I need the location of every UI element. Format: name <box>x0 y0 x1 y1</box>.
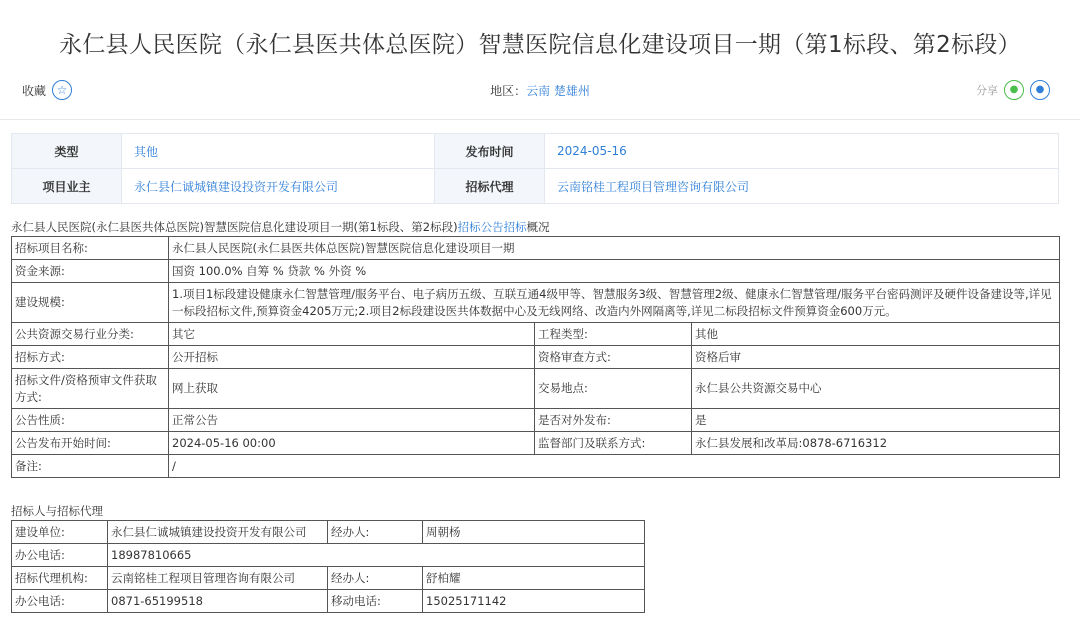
cell-value: 其他 <box>692 323 1060 346</box>
favorite-label: 收藏 <box>22 83 47 98</box>
cell-value: 1.项目1标段建设健康永仁智慧管理/服务平台、电子病历五级、互联互通4级甲等、智慧服务3级、智慧管理2级、健康永仁智慧管理/服务平台密码测评及硬件设备建设等,详见一标段招标文件,预算资金4205万元;2.项目2标段建设医共体数据中心及无线网络、改造内外网隔离等,详见二标段招标文件预算资金600万元。 <box>169 283 1060 323</box>
agency-key-link[interactable]: 招标代理机构: <box>12 567 108 590</box>
cell-value: 18987810665 <box>108 544 645 567</box>
contacts-caption: 招标人与招标代理 <box>11 504 103 518</box>
cell-key: 监督部门及联系方式: <box>535 432 692 455</box>
cell-value: 0871-65199518 <box>108 590 328 613</box>
table-row <box>12 283 1060 323</box>
cell-key: 建设单位: <box>12 521 108 544</box>
overview-table <box>11 236 1060 478</box>
owner-label: 项目业主 <box>12 169 122 204</box>
table-row <box>12 521 645 544</box>
cell-value: / <box>169 455 1060 478</box>
agent-label: 招标代理 <box>435 169 545 204</box>
agent-link[interactable]: 云南铭桂工程项目管理咨询有限公司 <box>545 169 1059 204</box>
table-row <box>12 346 1060 369</box>
cell-value: 周朝杨 <box>423 521 645 544</box>
divider <box>0 119 1080 120</box>
cell-key: 备注: <box>12 455 169 478</box>
cell-key: 经办人: <box>328 567 423 590</box>
cell-key: 公共资源交易行业分类: <box>12 323 169 346</box>
cell-value: 永仁县公共资源交易中心 <box>692 369 1060 409</box>
region-link[interactable]: 云南 楚雄州 <box>526 84 590 98</box>
share-bar <box>976 80 1050 100</box>
table-row <box>12 590 645 613</box>
cell-value: 正常公告 <box>169 409 535 432</box>
overview-caption-link[interactable]: 招标公告招标 <box>457 220 527 234</box>
cell-key: 移动电话: <box>328 590 423 613</box>
cell-key: 招标项目名称: <box>12 237 169 260</box>
table-row <box>12 237 1060 260</box>
cell-value: 其它 <box>169 323 535 346</box>
table-row <box>12 323 1060 346</box>
cell-key: 经办人: <box>328 521 423 544</box>
cell-value: 网上获取 <box>169 369 535 409</box>
builder-link[interactable]: 永仁县仁诚城镇建设投资开发有限公司 <box>108 521 328 544</box>
cell-key: 工程类型: <box>535 323 692 346</box>
cell-key: 建设规模: <box>12 283 169 323</box>
table-row <box>12 455 1060 478</box>
cell-value: 资格后审 <box>692 346 1060 369</box>
owner-link[interactable]: 永仁县仁诚城镇建设投资开发有限公司 <box>122 169 435 204</box>
table-row <box>12 134 1059 169</box>
cell-key: 公告发布开始时间: <box>12 432 169 455</box>
cell-key: 公告性质: <box>12 409 169 432</box>
cell-key: 招标文件/资格预审文件获取方式: <box>12 369 169 409</box>
cell-key: 办公电话: <box>12 590 108 613</box>
cell-key: 交易地点: <box>535 369 692 409</box>
cell-value: 国资 100.0% 自筹 % 贷款 % 外资 % <box>169 260 1060 283</box>
cell-value: 15025171142 <box>423 590 645 613</box>
cell-key: 办公电话: <box>12 544 108 567</box>
qq-icon[interactable]: ● <box>1030 80 1050 100</box>
page-title: 永仁县人民医院（永仁县医共体总医院）智慧医院信息化建设项目一期（第1标段、第2标段） <box>59 32 1021 58</box>
table-row <box>12 432 1060 455</box>
cell-value: 公开招标 <box>169 346 535 369</box>
cell-value: 2024-05-16 00:00 <box>169 432 535 455</box>
table-row <box>12 369 1060 409</box>
cell-key: 招标方式: <box>12 346 169 369</box>
cell-key: 是否对外发布: <box>535 409 692 432</box>
contacts-table <box>11 520 645 613</box>
type-label: 类型 <box>12 134 122 169</box>
table-row <box>12 169 1059 204</box>
region-info <box>0 82 1080 99</box>
agency-link[interactable]: 云南铭桂工程项目管理咨询有限公司 <box>108 567 328 590</box>
table-row <box>12 544 645 567</box>
region-label: 地区： <box>490 84 527 98</box>
summary-table <box>11 133 1059 204</box>
overview-caption-suffix: 概况 <box>526 220 550 234</box>
star-icon[interactable]: ☆ <box>52 80 72 100</box>
share-label: 分享 <box>976 84 998 97</box>
type-value[interactable]: 其他 <box>122 134 435 169</box>
cell-value: 舒柏耀 <box>423 567 645 590</box>
table-row <box>12 567 645 590</box>
table-row <box>12 409 1060 432</box>
cell-key: 资金来源: <box>12 260 169 283</box>
cell-key: 资格审查方式: <box>535 346 692 369</box>
publish-time-label: 发布时间 <box>435 134 545 169</box>
cell-value: 永仁县人民医院(永仁县医共体总医院)智慧医院信息化建设项目一期 <box>169 237 1060 260</box>
meta-bar <box>0 72 1080 110</box>
table-row <box>12 260 1060 283</box>
publish-time-value: 2024-05-16 <box>545 134 1059 169</box>
cell-value: 永仁县发展和改革局:0878-6716312 <box>692 432 1060 455</box>
wechat-icon[interactable]: ● <box>1004 80 1024 100</box>
overview-caption <box>11 219 550 235</box>
cell-value: 是 <box>692 409 1060 432</box>
overview-caption-prefix: 永仁县人民医院(永仁县医共体总医院)智慧医院信息化建设项目一期(第1标段、第2标段) <box>11 220 458 234</box>
